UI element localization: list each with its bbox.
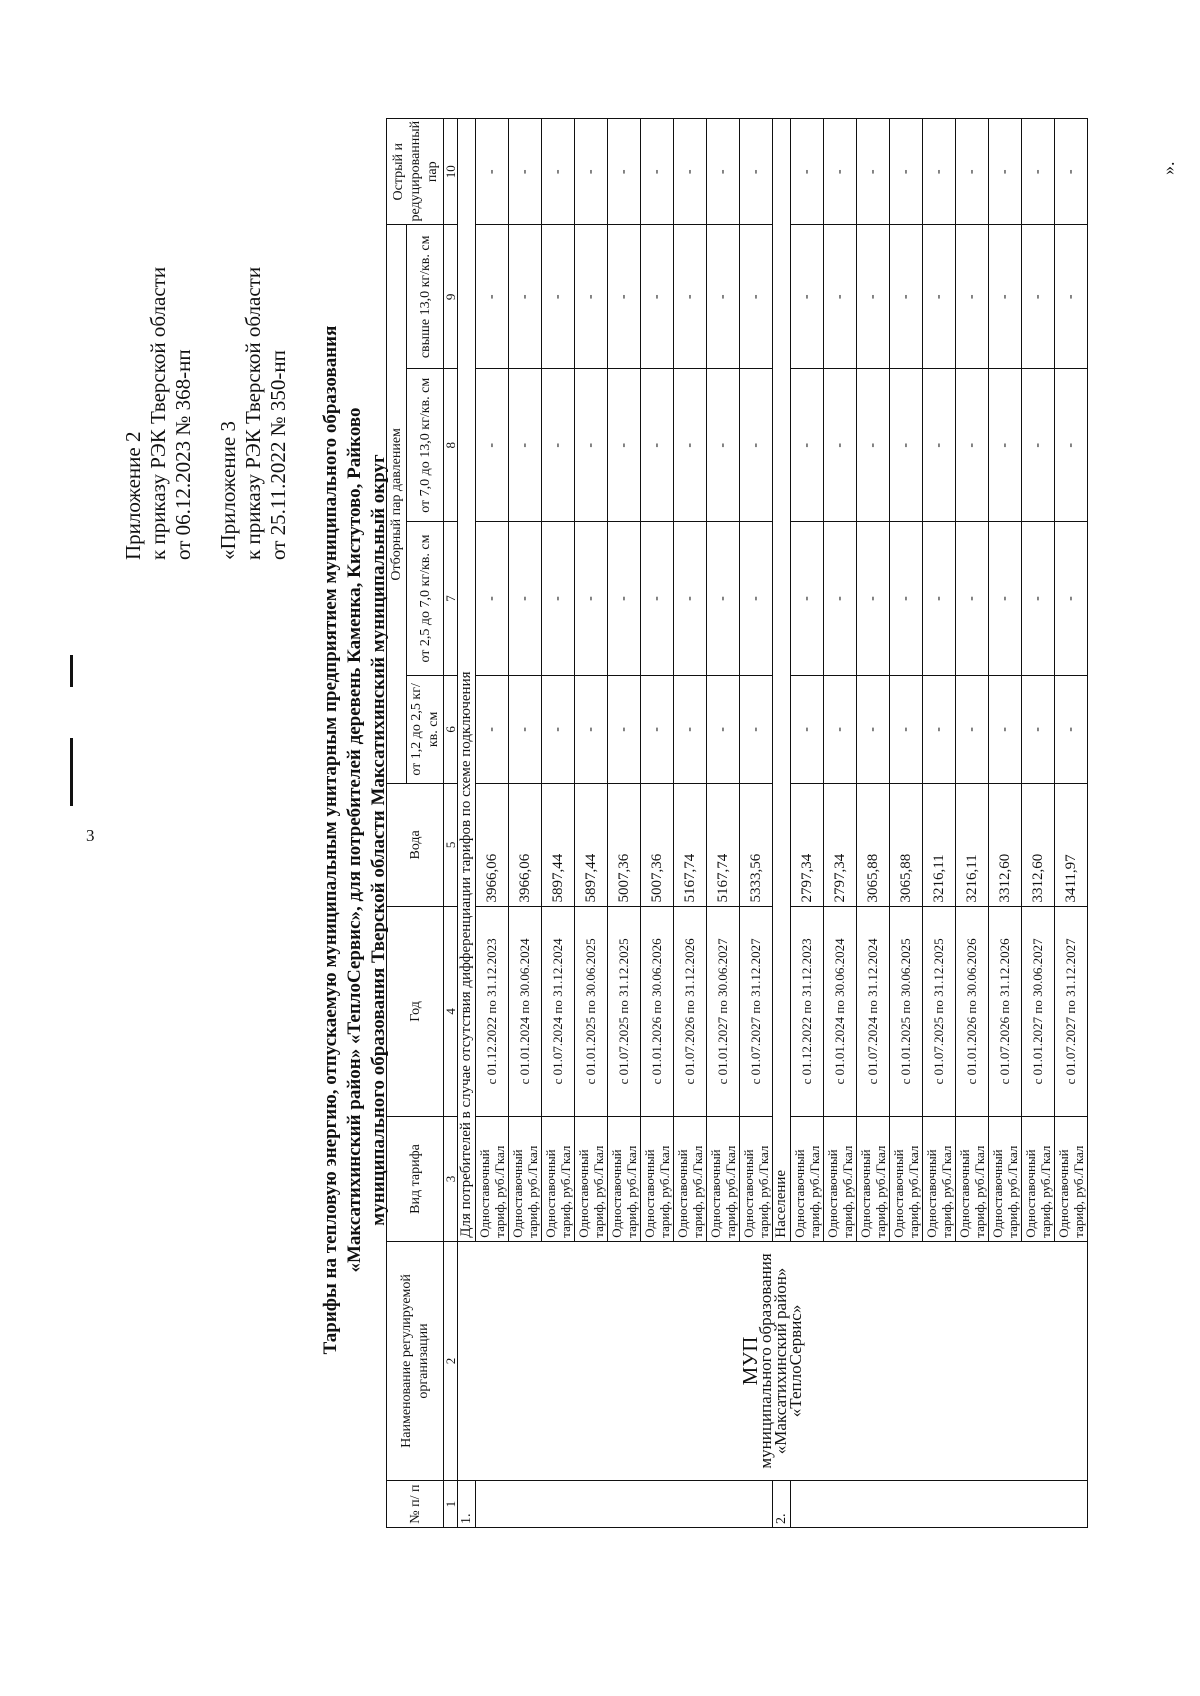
dash-cell: - (923, 225, 956, 369)
dash-cell: - (641, 675, 674, 784)
approval-line: «Приложение 3 (216, 421, 240, 560)
period-cell: с 01.07.2024 по 31.12.2024 (542, 906, 575, 1117)
tariff-type: Одноставочный тариф, руб./Гкал (956, 1117, 989, 1242)
tariff-type: Одноставочный тариф, руб./Гкал (608, 1117, 641, 1242)
period-cell: с 01.07.2024 по 31.12.2024 (857, 906, 890, 1117)
dash-cell: - (956, 369, 989, 522)
dash-cell: - (641, 225, 674, 369)
water-value: 5897,44 (575, 784, 608, 906)
col-number: 8 (444, 369, 458, 522)
col-number: 7 (444, 522, 458, 675)
dash-cell: - (740, 119, 773, 225)
dash-cell: - (791, 522, 824, 675)
dash-cell: - (608, 675, 641, 784)
document-title (319, 115, 391, 1565)
dash-cell: - (1022, 369, 1055, 522)
dash-cell: - (923, 675, 956, 784)
dash-cell: - (791, 225, 824, 369)
col-number: 9 (444, 225, 458, 369)
dash-cell: - (575, 522, 608, 675)
dash-cell: - (923, 522, 956, 675)
dash-cell: - (608, 119, 641, 225)
dash-cell: - (509, 522, 542, 675)
dash-cell: - (674, 225, 707, 369)
approval-block (121, 140, 311, 560)
dash-cell: - (476, 369, 509, 522)
water-value: 3216,11 (923, 784, 956, 906)
tariff-type: Одноставочный тариф, руб./Гкал (824, 1117, 857, 1242)
dash-cell: - (1022, 675, 1055, 784)
dash-cell: - (575, 675, 608, 784)
period-cell: с 01.07.2026 по 31.12.2026 (674, 906, 707, 1117)
dash-cell: - (857, 119, 890, 225)
tariff-type: Одноставочный тариф, руб./Гкал (791, 1117, 824, 1242)
period-cell: с 01.07.2025 по 31.12.2025 (923, 906, 956, 1117)
col-number: 6 (444, 675, 458, 784)
period-cell: с 01.07.2027 по 31.12.2027 (1055, 906, 1088, 1117)
water-value: 5333,56 (740, 784, 773, 906)
dash-cell: - (542, 522, 575, 675)
dash-cell: - (890, 119, 923, 225)
column-number-row (444, 119, 458, 1528)
org-line: МУП (737, 1336, 762, 1386)
dash-cell: - (608, 369, 641, 522)
header-pressure-2: от 2,5 до 7,0 кг/кв. см (407, 522, 444, 675)
dash-cell: - (509, 675, 542, 784)
water-value: 3312,60 (989, 784, 1022, 906)
title-line: «Максатихинский район» «ТеплоСервис», для потребителей деревень Каменка, Кистутово, Райково (344, 407, 365, 1273)
dash-cell: - (707, 119, 740, 225)
section-number: 2. (773, 1481, 791, 1528)
empty-cell (791, 1481, 1088, 1528)
period-cell: с 01.01.2024 по 30.06.2024 (509, 906, 542, 1117)
title-line: муниципального образования Тверской области Максатихинский муниципальный округ (368, 454, 389, 1226)
period-cell: с 01.01.2027 по 30.06.2027 (707, 906, 740, 1117)
dash-cell: - (608, 225, 641, 369)
dash-cell: - (1055, 119, 1088, 225)
header-sharp-steam: Острый и редуцированный пар (387, 119, 444, 225)
dash-cell: - (1055, 225, 1088, 369)
col-number: 4 (444, 906, 458, 1117)
header-kind: Вид тарифа (387, 1117, 444, 1242)
dash-cell: - (575, 225, 608, 369)
approval-line: Приложение 2 (121, 431, 145, 560)
col-number: 5 (444, 784, 458, 906)
title-line: Тарифы на тепловую энергию, отпускаемую муниципальным унитарным предприятием муниципального образования (320, 325, 341, 1355)
org-line: муниципального образования «Максатихинский район» «ТеплоСервис» (755, 1253, 805, 1469)
dash-cell: - (824, 119, 857, 225)
scan-mark (70, 655, 73, 687)
dash-cell: - (956, 119, 989, 225)
dash-cell: - (476, 675, 509, 784)
scan-mark (70, 738, 73, 806)
page-number: 3 (86, 826, 95, 845)
water-value: 5007,36 (608, 784, 641, 906)
period-cell: с 01.01.2027 по 30.06.2027 (1022, 906, 1055, 1117)
dash-cell: - (989, 369, 1022, 522)
approval-line: к приказу РЭК Тверской области (241, 266, 265, 560)
tariff-type: Одноставочный тариф, руб./Гкал (509, 1117, 542, 1242)
header-pressure-4: свыше 13,0 кг/кв. см (407, 225, 444, 369)
dash-cell: - (890, 369, 923, 522)
section-label: Население (773, 119, 791, 1242)
dash-cell: - (575, 119, 608, 225)
organization-cell (458, 1241, 1088, 1480)
period-cell: с 01.07.2025 по 31.12.2025 (608, 906, 641, 1117)
tariff-type: Одноставочный тариф, руб./Гкал (923, 1117, 956, 1242)
period-cell: с 01.01.2026 по 30.06.2026 (956, 906, 989, 1117)
period-cell: с 01.01.2026 по 30.06.2026 (641, 906, 674, 1117)
dash-cell: - (890, 675, 923, 784)
period-cell: с 01.07.2026 по 31.12.2026 (989, 906, 1022, 1117)
dash-cell: - (542, 369, 575, 522)
section-number: 1. (458, 1481, 476, 1528)
dash-cell: - (989, 675, 1022, 784)
dash-cell: - (989, 119, 1022, 225)
dash-cell: - (791, 369, 824, 522)
tariff-table (386, 118, 1088, 1528)
dash-cell: - (707, 225, 740, 369)
dash-cell: - (1055, 675, 1088, 784)
dash-cell: - (824, 225, 857, 369)
period-cell: с 01.01.2025 по 30.06.2025 (575, 906, 608, 1117)
water-value: 3411,97 (1055, 784, 1088, 906)
header-num: № п/ п (387, 1481, 444, 1528)
col-number: 1 (444, 1481, 458, 1528)
dash-cell: - (857, 369, 890, 522)
water-value: 5167,74 (707, 784, 740, 906)
dash-cell: - (1022, 522, 1055, 675)
dash-cell: - (857, 522, 890, 675)
dash-cell: - (1022, 225, 1055, 369)
approval-line: от 25.11.2022 № 350-нп (266, 350, 290, 560)
dash-cell: - (989, 522, 1022, 675)
tariff-type: Одноставочный тариф, руб./Гкал (542, 1117, 575, 1242)
tariff-type: Одноставочный тариф, руб./Гкал (1022, 1117, 1055, 1242)
col-number: 3 (444, 1117, 458, 1242)
water-value: 5007,36 (641, 784, 674, 906)
tariff-type: Одноставочный тариф, руб./Гкал (476, 1117, 509, 1242)
header-pressure-1: от 1,2 до 2,5 кг/кв. см (407, 675, 444, 784)
dash-cell: - (791, 675, 824, 784)
col-number: 10 (444, 119, 458, 225)
dash-cell: - (707, 369, 740, 522)
dash-cell: - (575, 369, 608, 522)
tariff-type: Одноставочный тариф, руб./Гкал (641, 1117, 674, 1242)
tariff-type: Одноставочный тариф, руб./Гкал (857, 1117, 890, 1242)
dash-cell: - (542, 119, 575, 225)
water-value: 3216,11 (956, 784, 989, 906)
header-pressure-3: от 7,0 до 13,0 кг/кв. см (407, 369, 444, 522)
dash-cell: - (641, 119, 674, 225)
dash-cell: - (989, 225, 1022, 369)
water-value: 3065,88 (890, 784, 923, 906)
dash-cell: - (791, 119, 824, 225)
dash-cell: - (542, 225, 575, 369)
closing-quote: ». (1158, 161, 1178, 175)
header-org: Наименование регулируемой организации (387, 1241, 444, 1480)
tariff-type: Одноставочный тариф, руб./Гкал (707, 1117, 740, 1242)
water-value: 3966,06 (476, 784, 509, 906)
tariff-type: Одноставочный тариф, руб./Гкал (740, 1117, 773, 1242)
dash-cell: - (923, 119, 956, 225)
dash-cell: - (740, 225, 773, 369)
dash-cell: - (857, 225, 890, 369)
dash-cell: - (824, 522, 857, 675)
col-number: 2 (444, 1241, 458, 1480)
section-row (458, 119, 476, 1528)
period-cell: с 01.07.2027 по 31.12.2027 (740, 906, 773, 1117)
empty-cell (476, 1481, 773, 1528)
water-value: 3065,88 (857, 784, 890, 906)
dash-cell: - (509, 225, 542, 369)
dash-cell: - (1022, 119, 1055, 225)
dash-cell: - (1055, 522, 1088, 675)
dash-cell: - (608, 522, 641, 675)
section-label: Для потребителей в случае отсутствия дифференциации тарифов по схеме подключения (458, 119, 476, 1242)
period-cell: с 01.01.2025 по 30.06.2025 (890, 906, 923, 1117)
water-value: 2797,34 (824, 784, 857, 906)
dash-cell: - (674, 675, 707, 784)
dash-cell: - (824, 675, 857, 784)
dash-cell: - (1055, 369, 1088, 522)
dash-cell: - (740, 522, 773, 675)
dash-cell: - (956, 675, 989, 784)
approval-line: к приказу РЭК Тверской области (146, 266, 170, 560)
water-value: 2797,34 (791, 784, 824, 906)
dash-cell: - (740, 369, 773, 522)
approval-line: от 06.12.2023 № 368-нп (171, 349, 195, 560)
water-value: 5897,44 (542, 784, 575, 906)
dash-cell: - (923, 369, 956, 522)
dash-cell: - (890, 225, 923, 369)
water-value: 5167,74 (674, 784, 707, 906)
water-value: 3312,60 (1022, 784, 1055, 906)
dash-cell: - (476, 225, 509, 369)
tariff-type: Одноставочный тариф, руб./Гкал (890, 1117, 923, 1242)
rotated-page (111, 115, 1191, 1565)
period-cell: с 01.12.2022 по 31.12.2023 (791, 906, 824, 1117)
tariff-type: Одноставочный тариф, руб./Гкал (674, 1117, 707, 1242)
dash-cell: - (641, 522, 674, 675)
dash-cell: - (641, 369, 674, 522)
dash-cell: - (740, 675, 773, 784)
dash-cell: - (956, 225, 989, 369)
dash-cell: - (509, 369, 542, 522)
header-water: Вода (387, 784, 444, 906)
period-cell: с 01.01.2024 по 30.06.2024 (824, 906, 857, 1117)
dash-cell: - (674, 369, 707, 522)
period-cell: с 01.12.2022 по 31.12.2023 (476, 906, 509, 1117)
header-year: Год (387, 906, 444, 1117)
dash-cell: - (707, 675, 740, 784)
dash-cell: - (542, 675, 575, 784)
dash-cell: - (674, 119, 707, 225)
dash-cell: - (956, 522, 989, 675)
tariff-type: Одноставочный тариф, руб./Гкал (1055, 1117, 1088, 1242)
dash-cell: - (476, 119, 509, 225)
header-steam: Отборный пар давлением (387, 225, 407, 784)
tariff-type: Одноставочный тариф, руб./Гкал (575, 1117, 608, 1242)
tariff-type: Одноставочный тариф, руб./Гкал (989, 1117, 1022, 1242)
dash-cell: - (476, 522, 509, 675)
dash-cell: - (824, 369, 857, 522)
water-value: 3966,06 (509, 784, 542, 906)
dash-cell: - (674, 522, 707, 675)
dash-cell: - (509, 119, 542, 225)
dash-cell: - (857, 675, 890, 784)
dash-cell: - (890, 522, 923, 675)
dash-cell: - (707, 522, 740, 675)
